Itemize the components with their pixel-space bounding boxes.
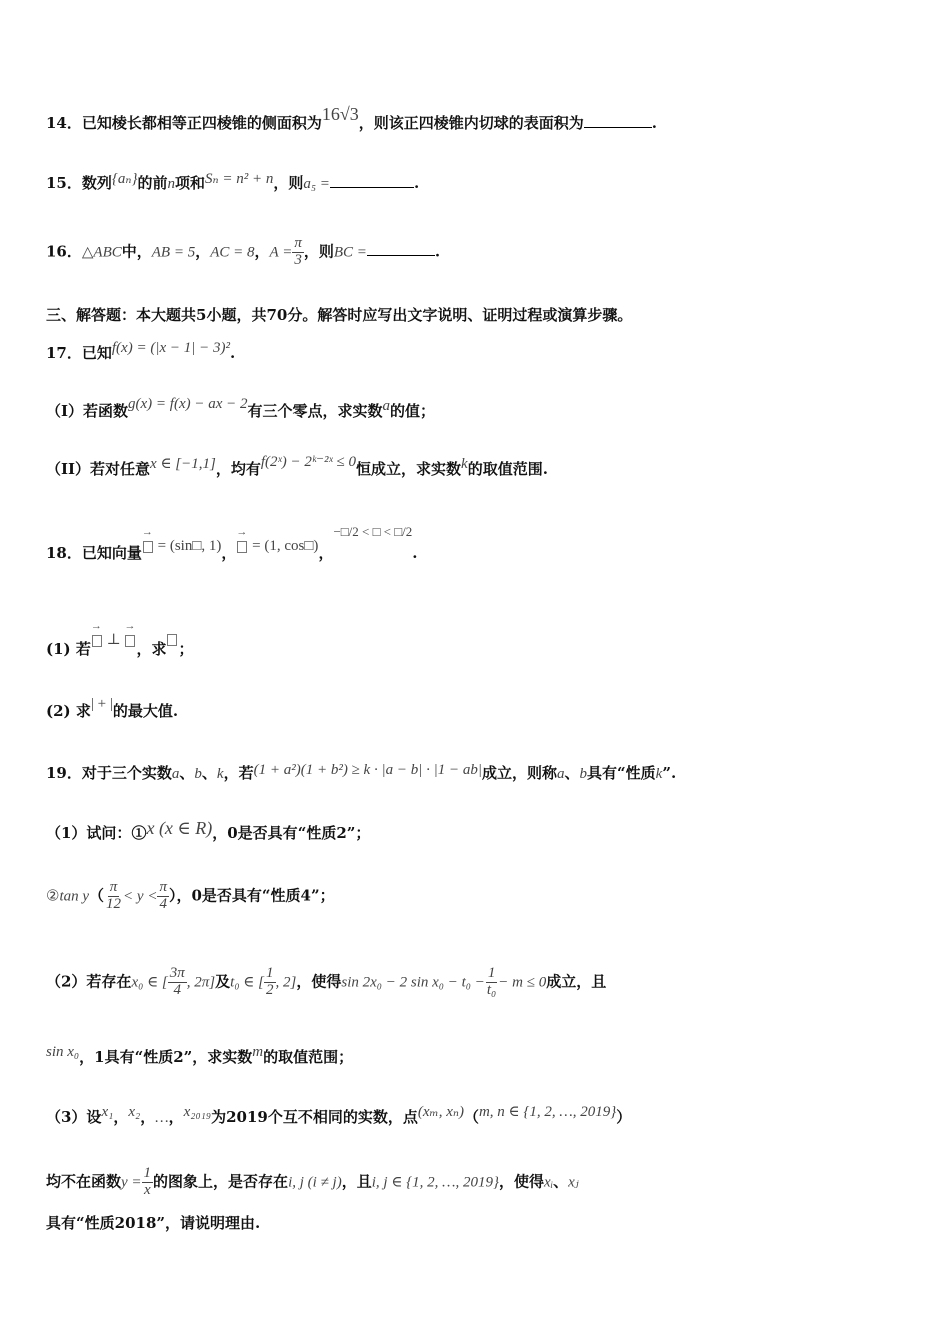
answer-blank — [330, 186, 414, 188]
math-sequence: {aₙ} — [111, 171, 138, 187]
question-17-part-2: （II）若对任意x ∈ [−1,1]，均有f(2ˣ) − 2ᵏ⁻²ˣ ≤ 0恒成立，求实数k的取值范围. — [46, 454, 548, 478]
vector-b: → = (1, cos□) — [236, 538, 318, 554]
vector-arrow-icon — [142, 538, 154, 555]
question-18-part-2: (2) 求| + |的最大值. — [46, 696, 179, 720]
question-19-part-3: （3）设x₁，x₂，…，x₂₀₁₉为2019个互不相同的实数，点(xₘ, xₙ)（m, n ∈ {1, 2, …, 2019}） — [46, 1104, 632, 1126]
section-heading: 三、解答题：本大题共5小题，共70分。解答时应写出文字说明、证明过程或演算步骤。 — [46, 306, 633, 324]
question-18-part-1: (1) 若→ ⊥ → ，求 ； — [46, 638, 920, 659]
math-angle-range: −□/2 < □ < □/2 — [333, 524, 413, 539]
math-perpendicular: → ⊥ → — [91, 632, 137, 648]
question-17-part-1: （I）若函数g(x) = f(x) − ax − 2有三个零点，求实数a的值； — [46, 396, 436, 420]
question-19-part-3b: 均不在函数y = $\frac{1}{x}$ 的图象上，是否存在i, j (i ≠ j)，且i, j ∈ {1, 2, …, 2019}，使得xᵢ、xⱼ — [46, 1165, 579, 1198]
answer-blank — [584, 126, 652, 128]
math-partial-sum: Sₙ = n² + n — [205, 171, 274, 187]
math-property-inequality: (1 + a²)(1 + b²) ≥ k · |a − b| · |1 − ab| — [253, 762, 482, 778]
question-18: 18．已知向量→ = (sin□, 1)，→ = (1, cos□)，−□/2 < □ < □/2. — [46, 542, 920, 563]
fraction-pi-over-3: $\frac{\pi}{3}$ — [294, 235, 302, 268]
question-17: 17．已知f(x) = (|x − 1| − 3)². — [46, 340, 236, 362]
question-15: 15．数列{aₙ}的前n项和Sₙ = n² + n，则a₅ = . — [46, 171, 420, 192]
math-x-interval: x ∈ [−1,1] — [150, 456, 216, 472]
question-16: 16．△ABC中，AB = 5，AC = 8，A = $\frac{\pi}{3}$ ，则BC = . — [46, 235, 441, 268]
question-19-part-2: （2）若存在x₀ ∈ [ $\frac{3\pi}{4}$ , 2π]及t₀ ∈ [ $\frac{1}{2}$ , 2]，使得sin 2x₀ − 2 sin x₀ − t₀ − $\frac{1}{\text{t₀}}$ − m ≤ 0成立，且 — [46, 965, 607, 998]
question-14: 14．已知棱长都相等正四棱锥的侧面积为16√3，则该正四棱锥内切球的表面积为 . — [46, 104, 658, 132]
vector-arrow-icon — [236, 538, 248, 555]
question-19-part-1b: ②tan y（ $\frac{\pi}{12}$ < y < $\frac{\pi}{4}$ ），0是否具有“性质4”； — [46, 879, 335, 912]
answer-blank — [367, 254, 435, 256]
math-a5: a₅ = — [303, 176, 330, 192]
question-19-part-2b: sin x₀，1具有“性质2”，求实数m的取值范围； — [46, 1044, 354, 1066]
math-vector-sum: | + | — [90, 696, 113, 712]
question-19-part-3c: 具有“性质2018”，请说明理由. — [46, 1214, 261, 1232]
math-inequality: f(2ˣ) − 2ᵏ⁻²ˣ ≤ 0 — [260, 454, 356, 470]
question-19: 19．对于三个实数a、b、k，若(1 + a²)(1 + b²) ≥ k · |a − b| · |1 − ab|成立，则称a、b具有“性质k”. — [46, 762, 677, 782]
question-19-part-1: （1）试问：①x (x ∈ R)，0是否具有“性质2”； — [46, 818, 371, 842]
math-g-def: g(x) = f(x) − ax − 2 — [128, 396, 248, 412]
math-f-def: f(x) = (|x − 1| − 3)² — [111, 340, 230, 356]
vector-a: → = (sin□, 1) — [142, 538, 222, 554]
math-lateral-area: 16√3 — [321, 104, 359, 124]
